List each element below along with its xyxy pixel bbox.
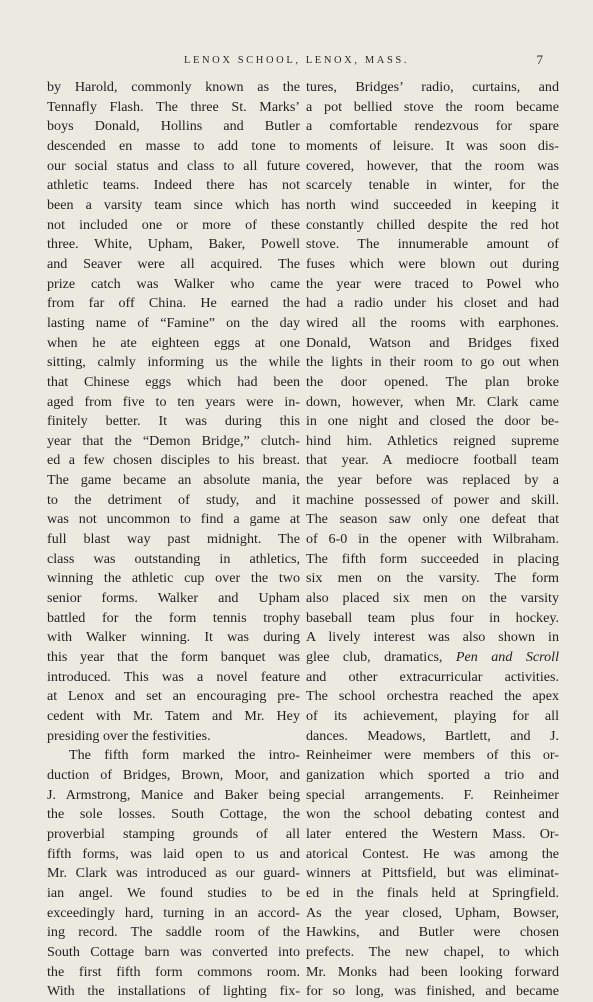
line-text: With the installations of lighting fix- <box>47 983 300 1000</box>
text-line <box>47 98 300 118</box>
text-line <box>47 393 300 413</box>
text-line <box>47 864 300 884</box>
line-text: scarcely tenable in winter, for the <box>306 177 559 194</box>
line-text: aged from five to ten years were in- <box>47 393 300 410</box>
text-line <box>306 982 559 1002</box>
text-line <box>47 432 300 452</box>
line-text: presiding over the festivities. <box>47 727 211 744</box>
line-text: three. White, Upham, Baker, Powell <box>47 236 300 253</box>
line-text: the lights in their room to go out when <box>306 354 559 371</box>
text-line <box>306 157 559 177</box>
line-text: prize catch was Walker who came <box>47 275 300 292</box>
text-line <box>47 727 300 747</box>
line-text: lasting name of “Famine” on the day <box>47 314 300 331</box>
text-line <box>47 707 300 727</box>
text-line <box>306 550 559 570</box>
text-line <box>47 746 300 766</box>
line-text: dances. Meadows, Bartlett, and J. <box>306 727 559 744</box>
text-line <box>306 746 559 766</box>
line-text: winners at Pittsfield, but was eliminat- <box>306 865 559 882</box>
text-line <box>47 923 300 943</box>
line-text: down, however, when Mr. Clark came <box>306 393 559 410</box>
text-line <box>47 963 300 983</box>
line-text: year that the “Demon Bridge,” clutch- <box>47 432 300 449</box>
text-line <box>306 569 559 589</box>
text-line <box>47 530 300 550</box>
text-line <box>47 825 300 845</box>
text-line <box>47 78 300 98</box>
text-line <box>306 412 559 432</box>
text-line <box>306 864 559 884</box>
text-line <box>47 294 300 314</box>
line-text: won the school debating contest and <box>306 806 559 823</box>
text-line <box>47 196 300 216</box>
text-line <box>47 904 300 924</box>
text-line <box>306 373 559 393</box>
line-text: boys Donald, Hollins and Butler <box>47 118 300 135</box>
line-text: special arrangements. F. Reinheimer <box>306 786 559 803</box>
line-text: the first fifth form commons room. <box>47 963 300 980</box>
line-text: a pot bellied stove the room became <box>306 98 559 115</box>
line-text: baseball team plus four in hockey. <box>306 609 559 626</box>
line-text: ed a few chosen disciples to his breast. <box>47 452 300 469</box>
text-line <box>47 216 300 236</box>
line-text: The game became an absolute mania, <box>47 472 300 489</box>
line-text: hind him. Athletics reigned supreme <box>306 432 559 449</box>
text-line <box>306 176 559 196</box>
text-line <box>306 196 559 216</box>
text-line <box>47 353 300 373</box>
line-text: South Cottage barn was converted into <box>47 943 300 960</box>
text-line <box>47 589 300 609</box>
line-text: Hawkins, and Butler were chosen <box>306 924 559 941</box>
text-line <box>47 550 300 570</box>
line-text: later entered the Western Mass. Or- <box>306 825 559 842</box>
line-text: Mr. Monks had been looking forward <box>306 963 559 980</box>
text-line <box>306 216 559 236</box>
text-line <box>47 471 300 491</box>
line-text: Mr. Clark was introduced as our guard- <box>47 865 300 882</box>
text-line <box>306 255 559 275</box>
line-text: had a radio under his closet and had <box>306 295 559 312</box>
line-text: with Walker winning. It was during <box>47 629 300 646</box>
text-line <box>306 432 559 452</box>
line-text: wired all the rooms with earphones. <box>306 314 559 331</box>
text-line <box>306 707 559 727</box>
line-text: been a varsity team since which has <box>47 196 300 213</box>
line-text: Tennafly Flash. The three St. Marks’ <box>47 98 300 115</box>
text-line <box>306 294 559 314</box>
line-text: senior forms. Walker and Upham <box>47 590 300 607</box>
line-text: athletic teams. Indeed there has not <box>47 177 300 194</box>
text-line <box>306 884 559 904</box>
text-line <box>306 137 559 157</box>
text-line <box>306 609 559 629</box>
line-text: that Chinese eggs which had been <box>47 373 300 390</box>
text-line <box>306 451 559 471</box>
text-line <box>306 943 559 963</box>
text-line <box>306 314 559 334</box>
line-text: prefects. The new chapel, to which <box>306 943 559 960</box>
line-text: a comfortable rendezvous for spare <box>306 118 559 135</box>
line-text: not included one or more of these <box>47 216 300 233</box>
line-text: of its achievement, playing for all <box>306 708 559 724</box>
line-text: stove. The innumerable amount of <box>306 236 559 253</box>
line-text: The season saw only one defeat that <box>306 511 559 528</box>
line-text: duction of Bridges, Brown, Moor, and <box>47 766 300 783</box>
text-line <box>47 412 300 432</box>
page-number: 7 <box>536 52 543 67</box>
line-text: finitely better. It was during this <box>47 413 300 430</box>
text-line <box>47 334 300 354</box>
line-text: Donald, Watson and Bridges fixed <box>306 334 559 351</box>
text-line <box>306 766 559 786</box>
line-text: that year. A mediocre football team <box>306 452 559 469</box>
text-line <box>306 825 559 845</box>
line-text: fuses which were blown out during <box>306 255 559 272</box>
text-line <box>306 963 559 983</box>
text-line <box>47 117 300 137</box>
text-line <box>306 98 559 118</box>
text-line <box>47 609 300 629</box>
line-text: the year before was replaced by a <box>306 472 559 489</box>
line-text: and other extracurricular activities. <box>306 668 559 685</box>
text-line <box>47 648 300 668</box>
line-text: machine possessed of power and skill. <box>306 491 559 508</box>
line-text: to the detriment of study, and it <box>47 491 300 508</box>
line-text: from far off China. He earned the <box>47 295 300 312</box>
line-text: of 6-0 in the opener with Wilbraham. <box>306 531 559 548</box>
text-line <box>47 275 300 295</box>
text-line <box>306 628 559 648</box>
text-line <box>306 805 559 825</box>
line-text: The fifth form succeeded in placing <box>306 550 559 567</box>
line-text: proverbial stamping grounds of all <box>47 825 300 842</box>
text-line <box>306 235 559 255</box>
text-line <box>306 687 559 707</box>
text-line <box>47 845 300 865</box>
line-text: ian angel. We found studies to be <box>47 884 300 901</box>
text-line <box>306 471 559 491</box>
line-text: ing record. The saddle room of the <box>47 924 300 941</box>
text-line <box>47 668 300 688</box>
line-text: the door opened. The plan broke <box>306 373 559 390</box>
line-text: The fifth form marked the intro- <box>69 747 300 764</box>
line-text: and Seaver were all acquired. The <box>47 255 300 272</box>
line-text: at Lenox and set an encouraging pre- <box>47 688 300 705</box>
line-text: by Harold, commonly known as the <box>47 79 300 95</box>
line-text: battled for the form tennis trophy <box>47 609 300 626</box>
text-line <box>306 786 559 806</box>
line-text: cedent with Mr. Tatem and Mr. Hey <box>47 708 300 724</box>
line-text: north wind succeeded in keeping it <box>306 196 559 213</box>
line-text: As the year closed, Upham, Bowser, <box>306 904 559 921</box>
text-line <box>47 235 300 255</box>
text-line <box>47 157 300 177</box>
text-line <box>47 255 300 275</box>
line-text: moments of leisure. It was soon dis- <box>306 137 559 154</box>
line-text: also placed six men on the varsity <box>306 590 559 607</box>
line-text: when he ate eighteen eggs at one <box>47 334 300 351</box>
text-line <box>306 904 559 924</box>
text-line <box>47 176 300 196</box>
text-line <box>306 393 559 413</box>
line-text: six men on the varsity. The form <box>306 570 559 587</box>
text-line <box>47 510 300 530</box>
line-text: covered, however, that the room was <box>306 157 559 174</box>
line-text: the sole losses. South Cottage, the <box>47 806 300 823</box>
running-head: LENOX SCHOOL, LENOX, MASS. <box>183 55 410 66</box>
line-text: class was outstanding in athletics, <box>47 550 300 567</box>
text-line <box>47 451 300 471</box>
text-line <box>306 117 559 137</box>
text-line <box>306 589 559 609</box>
text-line <box>47 314 300 334</box>
line-text: full blast way past midnight. The <box>47 531 300 548</box>
line-text: glee club, dramatics, <box>306 649 456 666</box>
text-line <box>306 668 559 688</box>
text-line <box>47 982 300 1002</box>
text-line <box>47 687 300 707</box>
line-text: the year were traced to Powel who <box>306 275 559 292</box>
text-line <box>306 491 559 511</box>
line-text: our social status and class to all future <box>47 157 300 174</box>
text-line <box>306 923 559 943</box>
line-text: exceedingly hard, turning in an accord- <box>47 904 300 921</box>
text-line <box>47 628 300 648</box>
line-text: constantly chilled despite the red hot <box>306 216 559 233</box>
italic-title: Pen and Scroll <box>455 649 559 666</box>
text-line <box>47 786 300 806</box>
line-text: A lively interest was also shown in <box>306 629 559 646</box>
line-text: sitting, calmly informing us the while <box>47 354 300 371</box>
text-line <box>47 491 300 511</box>
text-line <box>47 943 300 963</box>
text-line <box>306 353 559 373</box>
line-text: introduced. This was a novel feature <box>47 668 300 685</box>
left-column <box>47 78 300 1002</box>
text-line <box>306 275 559 295</box>
line-text: J. Armstrong, Manice and Baker being <box>47 786 300 803</box>
line-text: was not uncommon to find a game at <box>47 511 300 528</box>
text-line <box>306 648 559 668</box>
text-line <box>47 373 300 393</box>
line-text: The school orchestra reached the apex <box>306 688 559 705</box>
text-line <box>306 727 559 747</box>
line-text: atorical Contest. He was among the <box>306 845 559 862</box>
text-line <box>306 845 559 865</box>
line-text: descended en masse to add tone to <box>47 137 300 154</box>
line-text: ganization which sported a trio and <box>306 766 559 783</box>
right-column <box>306 78 559 1002</box>
text-line <box>47 884 300 904</box>
line-text: Reinheimer were members of this or- <box>306 747 559 764</box>
text-line <box>47 805 300 825</box>
text-line <box>306 510 559 530</box>
line-text: for so long, was finished, and became <box>306 983 559 1000</box>
line-text: ed in the finals held at Springfield. <box>306 884 559 901</box>
text-line <box>306 78 559 98</box>
text-line <box>306 530 559 550</box>
text-line <box>47 569 300 589</box>
line-text: tures, Bridges’ radio, curtains, and <box>306 79 559 95</box>
line-text: fifth forms, was laid open to us and <box>47 845 300 862</box>
text-line <box>47 137 300 157</box>
text-line <box>47 766 300 786</box>
line-text: this year that the form banquet was <box>47 649 300 666</box>
line-text: winning the athletic cup over the two <box>47 570 300 587</box>
text-line <box>306 334 559 354</box>
line-text: in one night and closed the door be- <box>306 413 559 430</box>
